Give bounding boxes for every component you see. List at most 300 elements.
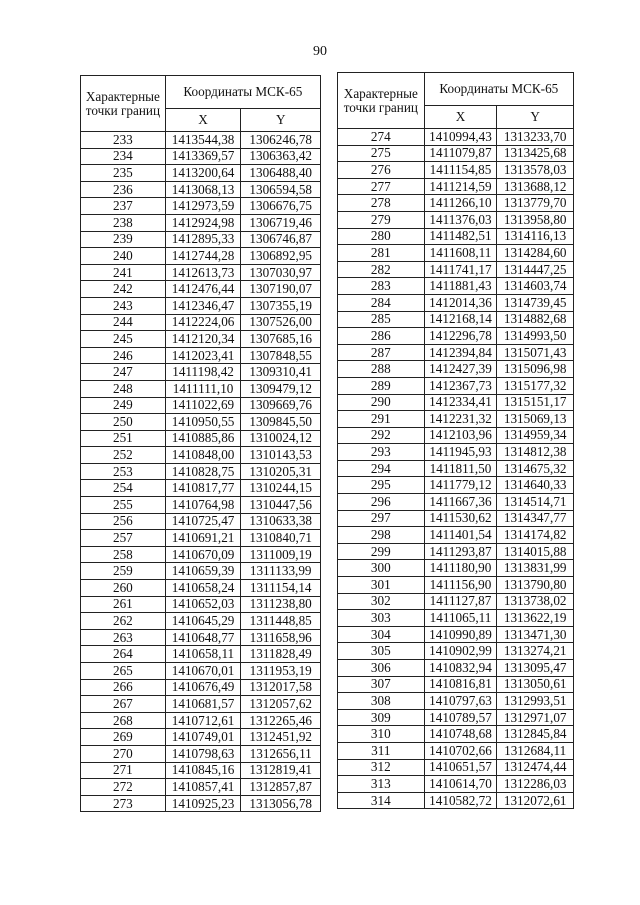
- y-coordinate: 1310205,31: [241, 463, 321, 480]
- point-number: 266: [81, 679, 166, 696]
- table-row: [338, 643, 574, 660]
- y-column-header: Y: [497, 106, 574, 129]
- x-coordinate: 1411667,36: [424, 494, 497, 511]
- x-coordinate: 1410582,72: [424, 792, 497, 809]
- table-row: [338, 328, 574, 345]
- y-coordinate: 1314284,60: [497, 245, 574, 262]
- point-number: 281: [338, 245, 425, 262]
- point-number: 310: [338, 726, 425, 743]
- table-row: [81, 646, 321, 663]
- y-coordinate: 1307685,16: [241, 331, 321, 348]
- y-coordinate: 1313790,80: [497, 577, 574, 594]
- point-number: 257: [81, 530, 166, 547]
- table-row: [81, 513, 321, 530]
- point-number: 296: [338, 494, 425, 511]
- table-row: [81, 181, 321, 198]
- table-row: [81, 331, 321, 348]
- point-number: 243: [81, 297, 166, 314]
- table-row: [81, 314, 321, 331]
- point-number: 238: [81, 214, 166, 231]
- y-coordinate: 1314603,74: [497, 278, 574, 295]
- point-number: 284: [338, 294, 425, 311]
- table-row: [338, 361, 574, 378]
- point-number: 309: [338, 709, 425, 726]
- x-coordinate: 1412895,33: [165, 231, 241, 248]
- point-number: 278: [338, 195, 425, 212]
- table-row: [338, 460, 574, 477]
- x-coordinate: 1410648,77: [165, 629, 241, 646]
- table-row: [338, 427, 574, 444]
- x-coordinate: 1412973,59: [165, 198, 241, 215]
- y-coordinate: 1306363,42: [241, 148, 321, 165]
- x-coordinate: 1410748,68: [424, 726, 497, 743]
- y-coordinate: 1312656,11: [241, 745, 321, 762]
- y-coordinate: 1315177,32: [497, 377, 574, 394]
- point-number: 286: [338, 328, 425, 345]
- x-coordinate: 1411127,87: [424, 593, 497, 610]
- table-row: [81, 198, 321, 215]
- y-coordinate: 1307355,19: [241, 297, 321, 314]
- y-coordinate: 1312265,46: [241, 712, 321, 729]
- y-coordinate: 1314116,13: [497, 228, 574, 245]
- table-row: [338, 759, 574, 776]
- table-row: [338, 610, 574, 627]
- x-coordinate: 1410670,09: [165, 546, 241, 563]
- x-coordinate: 1410798,63: [165, 745, 241, 762]
- table-row: [338, 693, 574, 710]
- y-coordinate: 1311238,80: [241, 596, 321, 613]
- y-coordinate: 1311009,19: [241, 546, 321, 563]
- point-number: 237: [81, 198, 166, 215]
- y-coordinate: 1312971,07: [497, 709, 574, 726]
- table-row: [81, 297, 321, 314]
- table-row: [81, 447, 321, 464]
- point-number: 267: [81, 696, 166, 713]
- point-number: 261: [81, 596, 166, 613]
- x-coordinate: 1410658,11: [165, 646, 241, 663]
- x-coordinate: 1412231,32: [424, 411, 497, 428]
- y-coordinate: 1310633,38: [241, 513, 321, 530]
- point-number: 264: [81, 646, 166, 663]
- x-coordinate: 1410702,66: [424, 742, 497, 759]
- x-coordinate: 1411376,03: [424, 211, 497, 228]
- x-coordinate: 1412394,84: [424, 344, 497, 361]
- coordinates-header: Координаты МСК-65: [165, 76, 320, 109]
- point-number: 255: [81, 497, 166, 514]
- y-coordinate: 1315151,17: [497, 394, 574, 411]
- table-row: [81, 795, 321, 812]
- point-number: 302: [338, 593, 425, 610]
- table-row: [338, 211, 574, 228]
- point-number: 283: [338, 278, 425, 295]
- y-coordinate: 1312017,58: [241, 679, 321, 696]
- table-row: [338, 676, 574, 693]
- y-coordinate: 1311953,19: [241, 663, 321, 680]
- table-row: [338, 278, 574, 295]
- y-coordinate: 1314739,45: [497, 294, 574, 311]
- y-coordinate: 1312286,03: [497, 776, 574, 793]
- table-row: [338, 577, 574, 594]
- table-row: [81, 231, 321, 248]
- y-coordinate: 1306488,40: [241, 165, 321, 182]
- x-column-header: X: [165, 109, 241, 132]
- point-number: 268: [81, 712, 166, 729]
- table-row: [338, 444, 574, 461]
- x-coordinate: 1411530,62: [424, 510, 497, 527]
- x-coordinate: 1412023,41: [165, 347, 241, 364]
- x-coordinate: 1411079,87: [424, 145, 497, 162]
- point-number: 234: [81, 148, 166, 165]
- table-row: [81, 679, 321, 696]
- x-coordinate: 1411779,12: [424, 477, 497, 494]
- y-coordinate: 1314959,34: [497, 427, 574, 444]
- point-number: 271: [81, 762, 166, 779]
- x-coordinate: 1410848,00: [165, 447, 241, 464]
- point-number: 311: [338, 742, 425, 759]
- point-number: 298: [338, 527, 425, 544]
- y-coordinate: 1314347,77: [497, 510, 574, 527]
- table-row: [338, 344, 574, 361]
- x-coordinate: 1411022,69: [165, 397, 241, 414]
- table-row: [81, 165, 321, 182]
- point-number: 273: [81, 795, 166, 812]
- table-row: [338, 527, 574, 544]
- table-row: [338, 626, 574, 643]
- point-number: 279: [338, 211, 425, 228]
- y-coordinate: 1315069,13: [497, 411, 574, 428]
- coordinates-header: Координаты МСК-65: [424, 73, 573, 106]
- x-coordinate: 1411111,10: [165, 380, 241, 397]
- x-coordinate: 1410925,23: [165, 795, 241, 812]
- point-number: 285: [338, 311, 425, 328]
- table-row: [81, 347, 321, 364]
- table-row: [338, 726, 574, 743]
- y-coordinate: 1312845,84: [497, 726, 574, 743]
- x-coordinate: 1411156,90: [424, 577, 497, 594]
- table-row: [338, 178, 574, 195]
- x-coordinate: 1411154,85: [424, 162, 497, 179]
- point-number: 236: [81, 181, 166, 198]
- x-coordinate: 1411881,43: [424, 278, 497, 295]
- y-coordinate: 1313095,47: [497, 660, 574, 677]
- x-coordinate: 1410614,70: [424, 776, 497, 793]
- point-number: 293: [338, 444, 425, 461]
- point-number: 252: [81, 447, 166, 464]
- x-coordinate: 1412476,44: [165, 281, 241, 298]
- y-coordinate: 1312072,61: [497, 792, 574, 809]
- x-coordinate: 1412346,47: [165, 297, 241, 314]
- table-row: [81, 629, 321, 646]
- y-coordinate: 1312857,87: [241, 779, 321, 796]
- table-row: [81, 663, 321, 680]
- x-coordinate: 1410691,21: [165, 530, 241, 547]
- y-coordinate: 1311448,85: [241, 613, 321, 630]
- point-number: 275: [338, 145, 425, 162]
- x-coordinate: 1411266,10: [424, 195, 497, 212]
- x-coordinate: 1410681,57: [165, 696, 241, 713]
- table-row: [81, 779, 321, 796]
- y-coordinate: 1313056,78: [241, 795, 321, 812]
- table-row: [81, 264, 321, 281]
- x-coordinate: 1410749,01: [165, 729, 241, 746]
- y-coordinate: 1313425,68: [497, 145, 574, 162]
- point-number: 251: [81, 430, 166, 447]
- x-column-header: X: [424, 106, 497, 129]
- point-number: 249: [81, 397, 166, 414]
- table-row: [81, 281, 321, 298]
- point-number: 258: [81, 546, 166, 563]
- x-coordinate: 1410725,47: [165, 513, 241, 530]
- y-coordinate: 1309845,50: [241, 414, 321, 431]
- x-coordinate: 1412103,96: [424, 427, 497, 444]
- point-number: 250: [81, 414, 166, 431]
- x-coordinate: 1411608,11: [424, 245, 497, 262]
- point-number: 289: [338, 377, 425, 394]
- table-row: [81, 613, 321, 630]
- coordinates-table-left: [80, 75, 321, 812]
- table-row: [81, 380, 321, 397]
- x-coordinate: 1410994,43: [424, 129, 497, 146]
- table-row: [81, 762, 321, 779]
- y-coordinate: 1314514,71: [497, 494, 574, 511]
- point-number: 241: [81, 264, 166, 281]
- page-number: 90: [313, 44, 327, 59]
- y-coordinate: 1314015,88: [497, 543, 574, 560]
- point-number: 306: [338, 660, 425, 677]
- x-coordinate: 1410670,01: [165, 663, 241, 680]
- point-number: 233: [81, 132, 166, 149]
- y-coordinate: 1314675,32: [497, 460, 574, 477]
- table-row: [338, 294, 574, 311]
- point-number: 245: [81, 331, 166, 348]
- table-row: [81, 563, 321, 580]
- y-coordinate: 1306246,78: [241, 132, 321, 149]
- point-number: 235: [81, 165, 166, 182]
- x-coordinate: 1410902,99: [424, 643, 497, 660]
- point-number: 287: [338, 344, 425, 361]
- y-coordinate: 1313050,61: [497, 676, 574, 693]
- y-coordinate: 1312684,11: [497, 742, 574, 759]
- table-row: [338, 245, 574, 262]
- y-coordinate: 1313738,02: [497, 593, 574, 610]
- y-coordinate: 1313233,70: [497, 129, 574, 146]
- y-coordinate: 1306746,87: [241, 231, 321, 248]
- x-coordinate: 1412744,28: [165, 248, 241, 265]
- y-coordinate: 1312451,92: [241, 729, 321, 746]
- point-number: 242: [81, 281, 166, 298]
- point-number: 301: [338, 577, 425, 594]
- point-number: 260: [81, 580, 166, 597]
- y-coordinate: 1313688,12: [497, 178, 574, 195]
- y-coordinate: 1310447,56: [241, 497, 321, 514]
- table-row: [81, 745, 321, 762]
- point-number: 307: [338, 676, 425, 693]
- x-coordinate: 1410816,81: [424, 676, 497, 693]
- x-coordinate: 1410950,55: [165, 414, 241, 431]
- point-number: 240: [81, 248, 166, 265]
- table-row: [81, 364, 321, 381]
- table-row: [81, 463, 321, 480]
- x-coordinate: 1410845,16: [165, 762, 241, 779]
- y-coordinate: 1310024,12: [241, 430, 321, 447]
- y-coordinate: 1310244,15: [241, 480, 321, 497]
- y-coordinate: 1313958,80: [497, 211, 574, 228]
- point-number: 314: [338, 792, 425, 809]
- x-coordinate: 1410764,98: [165, 497, 241, 514]
- point-number: 313: [338, 776, 425, 793]
- point-number: 282: [338, 261, 425, 278]
- x-coordinate: 1411214,59: [424, 178, 497, 195]
- x-coordinate: 1412168,14: [424, 311, 497, 328]
- point-number: 290: [338, 394, 425, 411]
- y-coordinate: 1311658,96: [241, 629, 321, 646]
- x-coordinate: 1411293,87: [424, 543, 497, 560]
- y-column-header: Y: [241, 109, 321, 132]
- table-row: [338, 560, 574, 577]
- y-coordinate: 1312057,62: [241, 696, 321, 713]
- table-row: [338, 195, 574, 212]
- x-coordinate: 1412296,78: [424, 328, 497, 345]
- coordinates-table-right: [337, 72, 574, 809]
- point-number: 291: [338, 411, 425, 428]
- point-number: 253: [81, 463, 166, 480]
- table-row: [338, 411, 574, 428]
- table-row: [81, 430, 321, 447]
- table-row: [338, 261, 574, 278]
- y-coordinate: 1306719,46: [241, 214, 321, 231]
- x-coordinate: 1410651,57: [424, 759, 497, 776]
- table-row: [81, 696, 321, 713]
- point-number: 308: [338, 693, 425, 710]
- x-coordinate: 1410990,89: [424, 626, 497, 643]
- point-number: 270: [81, 745, 166, 762]
- y-coordinate: 1314640,33: [497, 477, 574, 494]
- y-coordinate: 1313779,70: [497, 195, 574, 212]
- table-row: [338, 792, 574, 809]
- x-coordinate: 1411198,42: [165, 364, 241, 381]
- y-coordinate: 1307030,97: [241, 264, 321, 281]
- table-row: [81, 397, 321, 414]
- table-row: [338, 129, 574, 146]
- point-number: 277: [338, 178, 425, 195]
- x-coordinate: 1412427,39: [424, 361, 497, 378]
- y-coordinate: 1314812,38: [497, 444, 574, 461]
- point-number: 262: [81, 613, 166, 630]
- x-coordinate: 1410659,39: [165, 563, 241, 580]
- table-row: [338, 477, 574, 494]
- point-number: 269: [81, 729, 166, 746]
- y-coordinate: 1306892,95: [241, 248, 321, 265]
- table-row: [338, 776, 574, 793]
- table-row: [338, 660, 574, 677]
- x-coordinate: 1411741,17: [424, 261, 497, 278]
- table-row: [81, 480, 321, 497]
- x-coordinate: 1410885,86: [165, 430, 241, 447]
- x-coordinate: 1413369,57: [165, 148, 241, 165]
- x-coordinate: 1412367,73: [424, 377, 497, 394]
- point-number: 263: [81, 629, 166, 646]
- y-coordinate: 1315071,43: [497, 344, 574, 361]
- x-coordinate: 1410832,94: [424, 660, 497, 677]
- y-coordinate: 1314174,82: [497, 527, 574, 544]
- point-number: 274: [338, 129, 425, 146]
- point-number: 246: [81, 347, 166, 364]
- point-number: 239: [81, 231, 166, 248]
- x-coordinate: 1412120,34: [165, 331, 241, 348]
- table-row: [81, 596, 321, 613]
- point-number: 247: [81, 364, 166, 381]
- y-coordinate: 1313622,19: [497, 610, 574, 627]
- y-coordinate: 1314993,50: [497, 328, 574, 345]
- table-row: [338, 228, 574, 245]
- x-coordinate: 1410712,61: [165, 712, 241, 729]
- x-coordinate: 1411811,50: [424, 460, 497, 477]
- point-number: 294: [338, 460, 425, 477]
- y-coordinate: 1309479,12: [241, 380, 321, 397]
- point-number: 312: [338, 759, 425, 776]
- point-number: 299: [338, 543, 425, 560]
- y-coordinate: 1314447,25: [497, 261, 574, 278]
- table-row: [338, 494, 574, 511]
- x-coordinate: 1411180,90: [424, 560, 497, 577]
- table-row: [81, 729, 321, 746]
- x-coordinate: 1412334,41: [424, 394, 497, 411]
- y-coordinate: 1311133,99: [241, 563, 321, 580]
- table-row: [81, 248, 321, 265]
- table-row: [81, 148, 321, 165]
- table-row: [81, 712, 321, 729]
- table-row: [338, 377, 574, 394]
- table-row: [338, 311, 574, 328]
- x-coordinate: 1410645,29: [165, 613, 241, 630]
- table-row: [338, 593, 574, 610]
- table-row: [81, 497, 321, 514]
- point-number: 244: [81, 314, 166, 331]
- y-coordinate: 1309310,41: [241, 364, 321, 381]
- point-number: 254: [81, 480, 166, 497]
- point-number: 259: [81, 563, 166, 580]
- x-coordinate: 1413068,13: [165, 181, 241, 198]
- point-number: 295: [338, 477, 425, 494]
- table-row: [338, 543, 574, 560]
- x-coordinate: 1411945,93: [424, 444, 497, 461]
- table-row: [338, 162, 574, 179]
- point-number: 288: [338, 361, 425, 378]
- table-row: [338, 510, 574, 527]
- y-coordinate: 1315096,98: [497, 361, 574, 378]
- y-coordinate: 1311154,14: [241, 580, 321, 597]
- x-coordinate: 1411401,54: [424, 527, 497, 544]
- table-row: [81, 530, 321, 547]
- x-coordinate: 1413200,64: [165, 165, 241, 182]
- x-coordinate: 1410828,75: [165, 463, 241, 480]
- y-coordinate: 1307848,55: [241, 347, 321, 364]
- x-coordinate: 1412924,98: [165, 214, 241, 231]
- table-row: [338, 145, 574, 162]
- point-column-header: Характерные точки границ: [81, 76, 166, 132]
- point-number: 276: [338, 162, 425, 179]
- point-number: 305: [338, 643, 425, 660]
- x-coordinate: 1410789,57: [424, 709, 497, 726]
- y-coordinate: 1306676,75: [241, 198, 321, 215]
- y-coordinate: 1313831,99: [497, 560, 574, 577]
- point-number: 303: [338, 610, 425, 627]
- y-coordinate: 1307526,00: [241, 314, 321, 331]
- x-coordinate: 1412613,73: [165, 264, 241, 281]
- x-coordinate: 1413544,38: [165, 132, 241, 149]
- x-coordinate: 1410857,41: [165, 779, 241, 796]
- x-coordinate: 1412014,36: [424, 294, 497, 311]
